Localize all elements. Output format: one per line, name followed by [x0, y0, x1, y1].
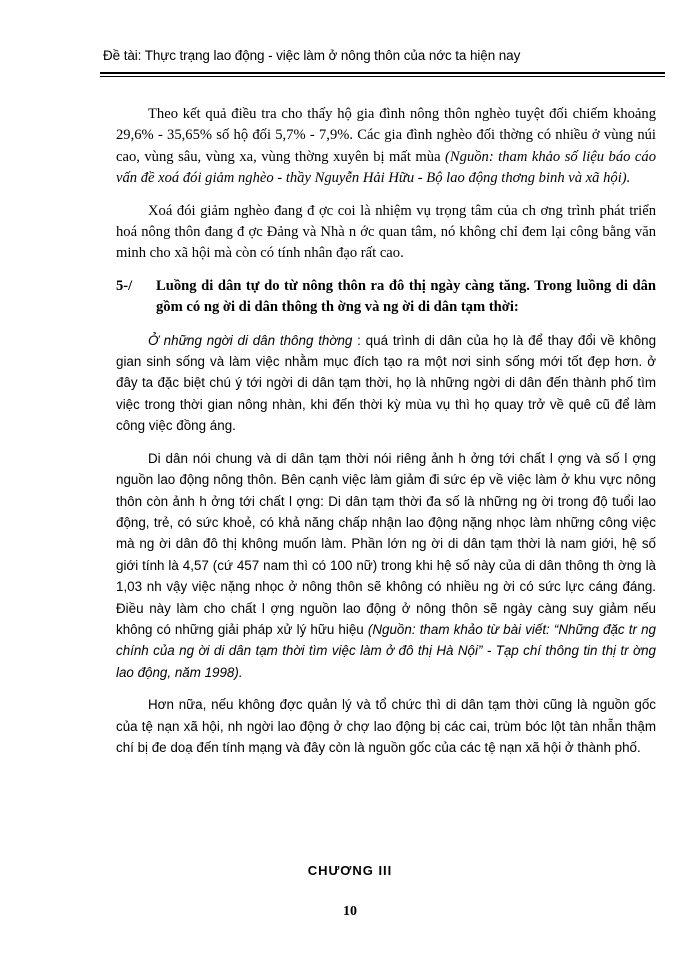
document-body	[116, 104, 656, 769]
page-number: 10	[343, 904, 357, 919]
paragraph-regular-migrants	[116, 330, 656, 437]
header-rule	[100, 72, 665, 77]
source-citation: (Nguồn: tham khảo từ bài viết: “Những đặc tr ng chính của ng ời di dân tạm thời tìm việc làm ở đô thị Hà Nội” - Tạp chí thông tin thị tr ờng lao động, năm 1998).	[116, 621, 656, 680]
paragraph-text: Theo kết quả điều tra cho thấy hộ gia đình nông thôn nghèo tuyệt đối chiếm khoảng 29,6% - 35,65% số hộ đối 5,7% - 7,9%. Các gia đình nghèo đối thờng có nhiều ở vùng núi cao, vùng sâu, vùng xa, vùng thờng xuyên bị mất mùa	[116, 106, 656, 165]
section-heading	[116, 276, 656, 319]
page-header: Đề tài: Thực trạng lao động - việc làm ở nông thôn của nớc ta hiện nay	[103, 48, 521, 63]
section-number: 5-/	[116, 277, 133, 294]
paragraph-social-issues: Hơn nữa, nếu không đợc quản lý và tổ chức thì di dân tạm thời cũng là nguồn gốc của tệ nạn xã hội, nh ngời lao động ở chợ lao động bị các cai, trùm bóc lột tàn nhẫn thậm chí bị đe doạ đến tính mạng và đây còn là nguồn gốc của các tệ nạn xã hội ở thành phố.	[116, 697, 656, 755]
term-regular-migrants: Ở những ngời di dân thông thờng	[148, 332, 353, 348]
paragraph-text: Di dân nói chung và di dân tạm thời nói riêng ảnh h ởng tới chất l ợng và số l ợng nguồn lao động nông thôn. Bên cạnh việc làm giảm đi sức ép về việc làm ở khu vực nông thôn còn ảnh h ởng tới chất l ợng: Di dân tạm thời đa số là những ng ời trong độ tuổi lao động, trẻ, có sức khoẻ, có khả năng chấp nhận lao động nặng nhọc làm những công việc mà ng ời dân đô thị không muốn làm. Phần lớn ng ời di dân tạm thời là nam giới, hệ số giới tính là 4,57 (cứ 457 nam thì có 100 nữ) trong khi hệ số này của di dân thông th ờng là 1,03 nh vậy việc nặng nhọc ở nông thôn sẽ không có nhiều ng ời có sức lực cáng đáng. Điều này làm cho chất l ợng nguồn lao động ở nông thôn sẽ ngày càng suy giảm nếu không có những giải pháp xử lý hữu hiệu	[116, 450, 656, 637]
section-title: Luồng di dân tự do từ nông thôn ra đô thị ngày càng tăng. Trong luồng di dân gồm có ng ời di dân thông th ờng và ng ời di dân tạm thời:	[156, 277, 656, 316]
paragraph-poverty-reduction: Xoá đói giảm nghèo đang đ ợc coi là nhiệm vụ trọng tâm của ch ơng trình phát triển hoá nông thôn đang đ ợc Đảng và Nhà n ớc quan tâm, nó không chỉ đem lại công bằng văn minh cho xã hội mà còn có tính nhân đạo rất cao.	[116, 202, 656, 262]
paragraph-migration-impact	[116, 448, 656, 683]
source-citation: (Nguồn: tham khảo số liệu báo cáo vấn đề xoá đói giảm nghèo - thầy Nguyễn Hải Hữu - Bộ lao động thơng binh và xã hội).	[116, 148, 656, 187]
chapter-label: CHƯƠNG III	[307, 863, 393, 878]
paragraph-poverty-survey	[116, 104, 656, 190]
paragraph-text: : quá trình di dân của họ là để thay đổi về không gian sinh sống và làm việc nhằm mục đích tạo ra một nơi sinh sống mới tốt đẹp hơn. ở đây ta đặc biệt chú ý tới ngời di dân tạm thời, họ là những ngời di dân đến thành phố tìm việc trong thời gian nông nhàn, khi đến thời kỳ mùa vụ thì họ quay trở về quê cũ để làm công việc đồng áng.	[116, 332, 657, 434]
